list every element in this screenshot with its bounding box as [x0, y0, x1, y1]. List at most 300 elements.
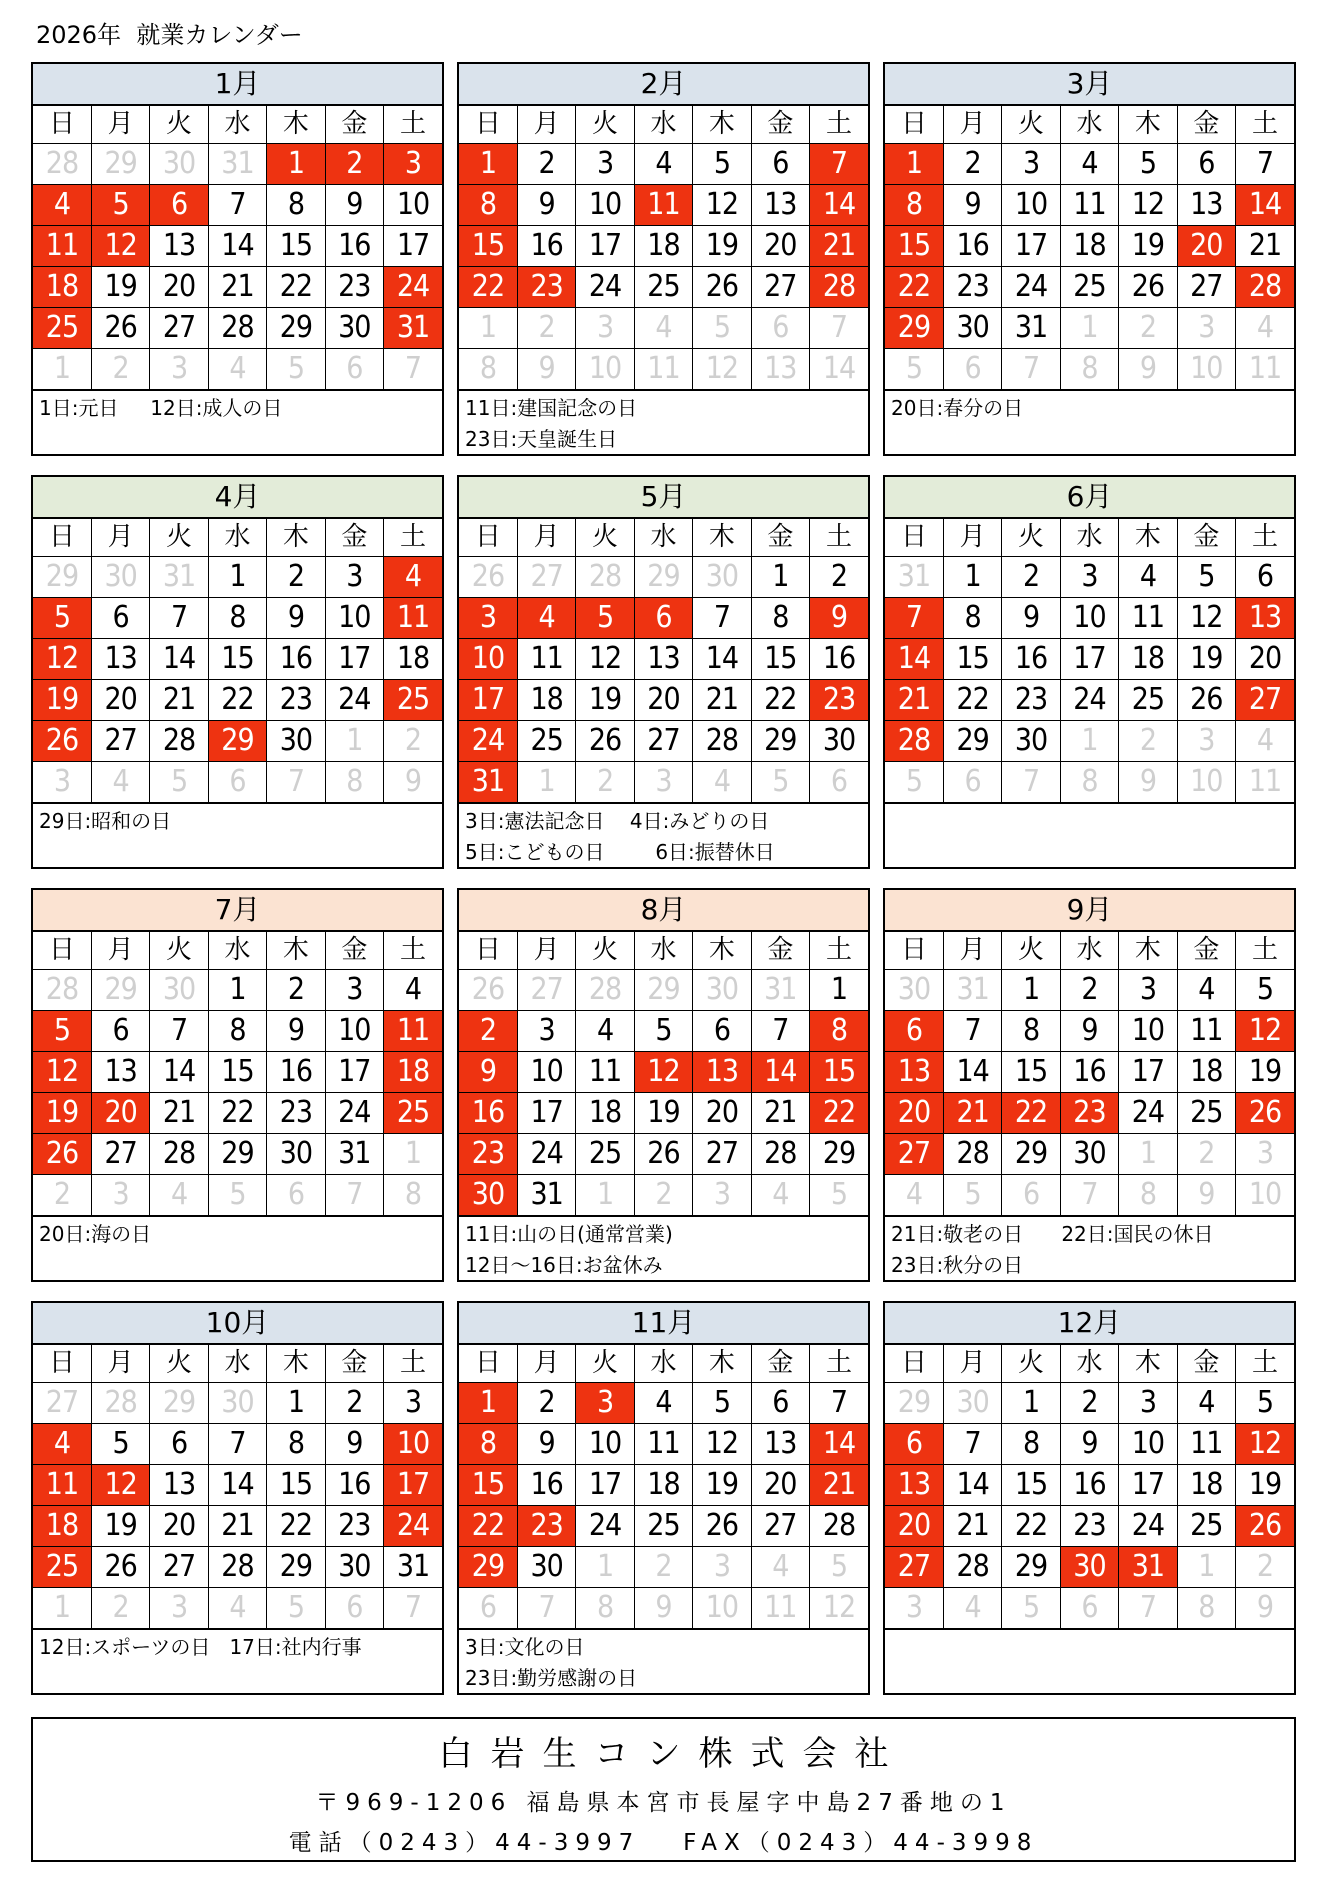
other-month-day-cell: 6 — [459, 1588, 517, 1629]
weekday-header: 金 — [1177, 106, 1235, 144]
month-calendar — [31, 888, 444, 1282]
day-cell: 10 — [576, 185, 634, 226]
holiday-notes — [459, 1216, 868, 1281]
day-cell: 29 — [943, 721, 1001, 762]
other-month-day-cell: 31 — [150, 557, 208, 598]
day-cell: 28 — [150, 721, 208, 762]
day-cell: 12 — [576, 639, 634, 680]
day-cell: 12 — [693, 185, 751, 226]
weekday-header: 月 — [91, 106, 149, 144]
holiday-day-cell: 1 — [267, 144, 325, 185]
other-month-day-cell: 2 — [91, 1588, 149, 1629]
week-row — [459, 680, 868, 721]
day-cell: 17 — [384, 226, 442, 267]
day-cell: 18 — [1060, 226, 1118, 267]
day-cell: 6 — [693, 1011, 751, 1052]
holiday-day-cell: 30 — [1060, 1547, 1118, 1588]
weekday-header: 月 — [91, 1345, 149, 1383]
other-month-day-cell: 2 — [1119, 308, 1177, 349]
week-row — [459, 1547, 868, 1588]
day-cell: 28 — [943, 1547, 1001, 1588]
other-month-day-cell: 5 — [943, 1175, 1001, 1216]
month-table — [885, 106, 1294, 390]
week-row — [459, 1588, 868, 1629]
day-cell: 11 — [1119, 598, 1177, 639]
weekday-header: 木 — [267, 519, 325, 557]
holiday-day-cell: 4 — [33, 1424, 91, 1465]
day-cell: 16 — [325, 1465, 383, 1506]
other-month-day-cell: 9 — [634, 1588, 692, 1629]
holiday-day-cell: 6 — [885, 1424, 943, 1465]
day-cell: 8 — [1002, 1011, 1060, 1052]
other-month-day-cell: 4 — [943, 1588, 1001, 1629]
day-cell: 31 — [384, 1547, 442, 1588]
week-row — [33, 970, 442, 1011]
day-cell: 7 — [1236, 144, 1294, 185]
holiday-day-cell: 5 — [576, 598, 634, 639]
week-row — [459, 185, 868, 226]
day-cell: 5 — [1236, 1383, 1294, 1424]
day-cell: 9 — [943, 185, 1001, 226]
other-month-day-cell: 9 — [1236, 1588, 1294, 1629]
weekday-header: 水 — [208, 519, 266, 557]
other-month-day-cell: 10 — [693, 1588, 751, 1629]
weekday-header: 火 — [150, 519, 208, 557]
holiday-day-cell: 11 — [384, 598, 442, 639]
holiday-day-cell: 27 — [885, 1134, 943, 1175]
holiday-day-cell: 11 — [33, 1465, 91, 1506]
week-row — [33, 639, 442, 680]
month-grid — [31, 62, 1296, 1695]
month-table — [885, 932, 1294, 1216]
day-cell: 6 — [751, 1383, 809, 1424]
day-cell: 29 — [208, 1134, 266, 1175]
week-row — [33, 557, 442, 598]
month-label: 7月 — [33, 890, 442, 932]
day-cell: 30 — [267, 721, 325, 762]
day-cell: 22 — [208, 680, 266, 721]
day-cell: 9 — [325, 185, 383, 226]
other-month-day-cell: 6 — [751, 308, 809, 349]
day-cell: 15 — [1002, 1465, 1060, 1506]
other-month-day-cell: 30 — [150, 970, 208, 1011]
weekday-header: 木 — [693, 106, 751, 144]
month-table — [459, 1345, 868, 1629]
holiday-day-cell: 23 — [810, 680, 868, 721]
other-month-day-cell: 1 — [1060, 308, 1118, 349]
holiday-day-cell: 11 — [384, 1011, 442, 1052]
other-month-day-cell: 4 — [208, 349, 266, 390]
weekday-header: 金 — [751, 1345, 809, 1383]
holiday-day-cell: 1 — [459, 144, 517, 185]
weekday-header: 月 — [517, 519, 575, 557]
holiday-day-cell: 6 — [634, 598, 692, 639]
day-cell: 26 — [91, 1547, 149, 1588]
weekday-header: 月 — [517, 106, 575, 144]
day-cell: 1 — [208, 970, 266, 1011]
holiday-notes — [885, 803, 1294, 806]
day-cell: 9 — [1002, 598, 1060, 639]
day-cell: 31 — [325, 1134, 383, 1175]
weekday-header: 木 — [267, 932, 325, 970]
other-month-day-cell: 29 — [885, 1383, 943, 1424]
week-row — [33, 1093, 442, 1134]
week-row — [459, 1383, 868, 1424]
day-cell: 23 — [943, 267, 1001, 308]
day-cell: 19 — [576, 680, 634, 721]
other-month-day-cell: 28 — [576, 970, 634, 1011]
other-month-day-cell: 5 — [885, 349, 943, 390]
other-month-day-cell: 3 — [1177, 308, 1235, 349]
month-calendar — [883, 62, 1296, 456]
weekday-header: 水 — [1060, 106, 1118, 144]
weekday-header: 水 — [1060, 1345, 1118, 1383]
day-cell: 2 — [943, 144, 1001, 185]
day-cell: 4 — [1060, 144, 1118, 185]
weekday-header: 月 — [943, 1345, 1001, 1383]
day-cell: 22 — [267, 267, 325, 308]
day-cell: 19 — [1236, 1465, 1294, 1506]
holiday-day-cell: 27 — [1236, 680, 1294, 721]
holiday-day-cell: 28 — [885, 721, 943, 762]
month-table — [33, 1345, 442, 1629]
week-row — [33, 1383, 442, 1424]
month-label: 5月 — [459, 477, 868, 519]
day-cell: 29 — [1002, 1134, 1060, 1175]
other-month-day-cell: 31 — [208, 144, 266, 185]
month-label: 4月 — [33, 477, 442, 519]
day-cell: 28 — [208, 308, 266, 349]
other-month-day-cell: 1 — [384, 1134, 442, 1175]
week-row — [885, 1424, 1294, 1465]
weekday-header: 木 — [1119, 932, 1177, 970]
holiday-note: 1日:元日 12日:成人の日 — [39, 396, 283, 420]
weekday-header: 火 — [576, 519, 634, 557]
weekday-header: 火 — [1002, 106, 1060, 144]
holiday-note: 11日:建国記念の日 — [465, 396, 638, 420]
company-phone: 電話（0243）44-3997 FAX（0243）44-3998 — [288, 1830, 1039, 1856]
day-cell: 5 — [1236, 970, 1294, 1011]
day-cell: 7 — [751, 1011, 809, 1052]
day-cell: 20 — [634, 680, 692, 721]
weekday-header: 水 — [634, 932, 692, 970]
holiday-day-cell: 5 — [33, 598, 91, 639]
holiday-day-cell: 5 — [91, 185, 149, 226]
day-cell: 7 — [810, 1383, 868, 1424]
holiday-day-cell: 25 — [384, 1093, 442, 1134]
weekday-header: 月 — [517, 932, 575, 970]
day-cell: 16 — [1060, 1052, 1118, 1093]
weekday-header: 日 — [459, 932, 517, 970]
other-month-day-cell: 2 — [33, 1175, 91, 1216]
weekday-header: 月 — [91, 519, 149, 557]
day-cell: 23 — [1002, 680, 1060, 721]
other-month-day-cell: 7 — [384, 1588, 442, 1629]
month-calendar — [457, 62, 870, 456]
day-cell: 13 — [91, 639, 149, 680]
other-month-day-cell: 7 — [810, 308, 868, 349]
week-row — [459, 1011, 868, 1052]
holiday-notes — [885, 390, 1294, 424]
week-row — [459, 1052, 868, 1093]
holiday-day-cell: 21 — [943, 1093, 1001, 1134]
other-month-day-cell: 29 — [634, 970, 692, 1011]
holiday-day-cell: 25 — [33, 308, 91, 349]
weekday-header: 水 — [634, 519, 692, 557]
day-cell: 16 — [517, 1465, 575, 1506]
holiday-day-cell: 22 — [459, 267, 517, 308]
day-cell: 10 — [1002, 185, 1060, 226]
day-cell: 17 — [576, 1465, 634, 1506]
week-row — [33, 721, 442, 762]
other-month-day-cell: 4 — [150, 1175, 208, 1216]
day-cell: 19 — [1236, 1052, 1294, 1093]
holiday-day-cell: 2 — [459, 1011, 517, 1052]
day-cell: 1 — [1002, 970, 1060, 1011]
day-cell: 7 — [150, 598, 208, 639]
month-table — [33, 519, 442, 803]
day-cell: 8 — [208, 598, 266, 639]
other-month-day-cell: 3 — [693, 1547, 751, 1588]
day-cell: 10 — [384, 185, 442, 226]
holiday-notes — [459, 803, 868, 868]
day-cell: 4 — [634, 144, 692, 185]
weekday-header: 金 — [751, 519, 809, 557]
day-cell: 23 — [325, 1506, 383, 1547]
other-month-day-cell: 3 — [150, 349, 208, 390]
day-cell: 17 — [1119, 1052, 1177, 1093]
day-cell: 18 — [576, 1093, 634, 1134]
holiday-day-cell: 26 — [1236, 1506, 1294, 1547]
day-cell: 13 — [150, 1465, 208, 1506]
other-month-day-cell: 6 — [267, 1175, 325, 1216]
weekday-header: 火 — [150, 106, 208, 144]
other-month-day-cell: 29 — [634, 557, 692, 598]
day-cell: 10 — [1060, 598, 1118, 639]
holiday-day-cell: 20 — [91, 1093, 149, 1134]
week-row — [885, 349, 1294, 390]
day-cell: 8 — [208, 1011, 266, 1052]
holiday-notes — [885, 1216, 1294, 1281]
other-month-day-cell: 1 — [517, 762, 575, 803]
day-cell: 25 — [1119, 680, 1177, 721]
holiday-day-cell: 14 — [810, 185, 868, 226]
holiday-day-cell: 6 — [150, 185, 208, 226]
day-cell: 15 — [751, 639, 809, 680]
other-month-day-cell: 9 — [1119, 349, 1177, 390]
other-month-day-cell: 4 — [634, 308, 692, 349]
other-month-day-cell: 9 — [1177, 1175, 1235, 1216]
day-cell: 5 — [1119, 144, 1177, 185]
weekday-header: 土 — [1236, 932, 1294, 970]
day-cell: 20 — [150, 267, 208, 308]
other-month-day-cell: 3 — [150, 1588, 208, 1629]
day-cell: 21 — [1236, 226, 1294, 267]
week-row — [459, 1093, 868, 1134]
other-month-day-cell: 2 — [91, 349, 149, 390]
holiday-note: 12日:スポーツの日 17日:社内行事 — [39, 1635, 362, 1659]
other-month-day-cell: 4 — [693, 762, 751, 803]
week-row — [885, 1383, 1294, 1424]
week-row — [459, 1506, 868, 1547]
day-cell: 4 — [384, 970, 442, 1011]
other-month-day-cell: 7 — [267, 762, 325, 803]
week-row — [459, 1175, 868, 1216]
other-month-day-cell: 8 — [1060, 762, 1118, 803]
day-cell: 24 — [517, 1134, 575, 1175]
holiday-day-cell: 27 — [885, 1547, 943, 1588]
month-calendar — [883, 1301, 1296, 1695]
holiday-day-cell: 29 — [885, 308, 943, 349]
other-month-day-cell: 28 — [91, 1383, 149, 1424]
day-cell: 5 — [91, 1424, 149, 1465]
day-cell: 26 — [634, 1134, 692, 1175]
holiday-day-cell: 23 — [517, 1506, 575, 1547]
day-cell: 26 — [91, 308, 149, 349]
holiday-day-cell: 25 — [384, 680, 442, 721]
weekday-header: 土 — [810, 519, 868, 557]
holiday-day-cell: 17 — [459, 680, 517, 721]
day-cell: 31 — [1002, 308, 1060, 349]
day-cell: 4 — [576, 1011, 634, 1052]
holiday-day-cell: 3 — [576, 1383, 634, 1424]
holiday-day-cell: 14 — [751, 1052, 809, 1093]
weekday-header: 火 — [1002, 932, 1060, 970]
other-month-day-cell: 5 — [810, 1547, 868, 1588]
other-month-day-cell: 7 — [325, 1175, 383, 1216]
weekday-header: 土 — [1236, 1345, 1294, 1383]
holiday-day-cell: 1 — [459, 1383, 517, 1424]
day-cell: 28 — [751, 1134, 809, 1175]
day-cell: 25 — [1177, 1093, 1235, 1134]
week-row — [885, 639, 1294, 680]
day-cell: 30 — [1002, 721, 1060, 762]
day-cell: 14 — [943, 1465, 1001, 1506]
day-cell: 13 — [751, 1424, 809, 1465]
day-cell: 4 — [1177, 1383, 1235, 1424]
day-cell: 24 — [1119, 1506, 1177, 1547]
other-month-day-cell: 1 — [576, 1175, 634, 1216]
weekday-header: 土 — [810, 932, 868, 970]
other-month-day-cell: 5 — [1002, 1588, 1060, 1629]
week-row — [459, 1424, 868, 1465]
holiday-day-cell: 26 — [1236, 1093, 1294, 1134]
company-address: 〒969-1206 福島県本宮市長屋字中島27番地の1 — [315, 1790, 1012, 1816]
other-month-day-cell: 7 — [1002, 762, 1060, 803]
day-cell: 9 — [1060, 1424, 1118, 1465]
week-row — [33, 267, 442, 308]
weekday-header: 土 — [1236, 519, 1294, 557]
other-month-day-cell: 27 — [517, 557, 575, 598]
weekday-header: 日 — [885, 932, 943, 970]
weekday-header: 土 — [384, 519, 442, 557]
holiday-note: 23日:天皇誕生日 — [465, 427, 618, 451]
day-cell: 10 — [1119, 1011, 1177, 1052]
day-cell: 3 — [517, 1011, 575, 1052]
other-month-day-cell: 6 — [943, 349, 1001, 390]
day-cell: 30 — [517, 1547, 575, 1588]
holiday-day-cell: 13 — [693, 1052, 751, 1093]
day-cell: 24 — [576, 1506, 634, 1547]
day-cell: 21 — [208, 267, 266, 308]
other-month-day-cell: 3 — [1236, 1134, 1294, 1175]
weekday-header: 火 — [576, 932, 634, 970]
day-cell: 3 — [1119, 1383, 1177, 1424]
weekday-header: 木 — [693, 519, 751, 557]
holiday-note: 3日:憲法記念日 4日:みどりの日 — [465, 809, 770, 833]
month-calendar — [457, 1301, 870, 1695]
day-cell: 25 — [1177, 1506, 1235, 1547]
day-cell: 16 — [267, 639, 325, 680]
other-month-day-cell: 29 — [33, 557, 91, 598]
day-cell: 18 — [1177, 1465, 1235, 1506]
holiday-notes — [33, 1216, 442, 1250]
day-cell: 9 — [325, 1424, 383, 1465]
week-row — [459, 721, 868, 762]
holiday-day-cell: 19 — [33, 1093, 91, 1134]
day-cell: 3 — [576, 144, 634, 185]
weekday-header: 土 — [384, 106, 442, 144]
weekday-header: 日 — [33, 932, 91, 970]
week-row — [33, 1011, 442, 1052]
other-month-day-cell: 7 — [1060, 1175, 1118, 1216]
holiday-note: 5日:こどもの日 6日:振替休日 — [465, 840, 775, 864]
other-month-day-cell: 6 — [325, 1588, 383, 1629]
holiday-day-cell: 22 — [810, 1093, 868, 1134]
week-row — [33, 308, 442, 349]
other-month-day-cell: 1 — [1119, 1134, 1177, 1175]
day-cell: 10 — [1119, 1424, 1177, 1465]
holiday-note: 29日:昭和の日 — [39, 809, 172, 833]
day-cell: 20 — [693, 1093, 751, 1134]
holiday-day-cell: 29 — [208, 721, 266, 762]
other-month-day-cell: 3 — [693, 1175, 751, 1216]
day-cell: 23 — [267, 680, 325, 721]
other-month-day-cell: 5 — [751, 762, 809, 803]
day-cell: 17 — [1119, 1465, 1177, 1506]
day-cell: 24 — [1060, 680, 1118, 721]
day-cell: 25 — [634, 267, 692, 308]
day-cell: 25 — [634, 1506, 692, 1547]
holiday-day-cell: 23 — [1060, 1093, 1118, 1134]
day-cell: 11 — [517, 639, 575, 680]
holiday-day-cell: 16 — [459, 1093, 517, 1134]
month-label: 2月 — [459, 64, 868, 106]
other-month-day-cell: 3 — [576, 308, 634, 349]
day-cell: 11 — [1177, 1011, 1235, 1052]
day-cell: 19 — [693, 1465, 751, 1506]
weekday-header: 金 — [325, 1345, 383, 1383]
other-month-day-cell: 3 — [885, 1588, 943, 1629]
weekday-header: 日 — [885, 106, 943, 144]
weekday-header: 金 — [325, 106, 383, 144]
day-cell: 19 — [634, 1093, 692, 1134]
day-cell: 13 — [751, 185, 809, 226]
holiday-notes — [459, 390, 868, 455]
day-cell: 30 — [1060, 1134, 1118, 1175]
holiday-day-cell: 25 — [33, 1547, 91, 1588]
day-cell: 30 — [810, 721, 868, 762]
day-cell: 6 — [91, 598, 149, 639]
holiday-day-cell: 7 — [885, 598, 943, 639]
other-month-day-cell: 30 — [91, 557, 149, 598]
day-cell: 7 — [943, 1011, 1001, 1052]
weekday-header: 木 — [267, 106, 325, 144]
other-month-day-cell: 8 — [576, 1588, 634, 1629]
weekday-header: 水 — [634, 1345, 692, 1383]
holiday-day-cell: 13 — [885, 1465, 943, 1506]
day-cell: 20 — [91, 680, 149, 721]
